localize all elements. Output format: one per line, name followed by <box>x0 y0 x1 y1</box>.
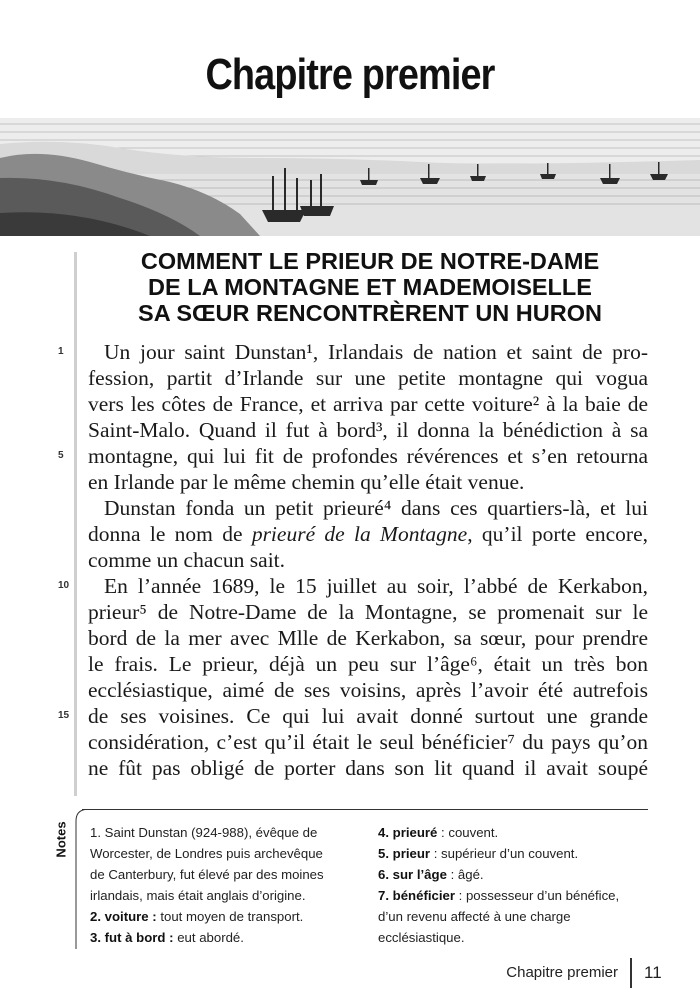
note-7-line: ecclésiastique. <box>378 930 465 945</box>
note-term: 5. prieur <box>378 846 431 861</box>
note-definition: : âgé. <box>446 867 484 882</box>
note-3 <box>90 927 360 948</box>
text-line: Saint-Malo. Quand il fut à bord³, il donna la bénédiction à sa <box>88 418 648 442</box>
note-definition: : possesseur d’un bénéfice, <box>454 888 620 903</box>
text-line: en Irlande par le même chemin qu’elle était venue. <box>88 470 525 494</box>
text-line: En l’année 1689, le 15 juillet au soir, l’abbé de Kerkabon, <box>104 574 648 598</box>
text-line: fession, partit d’Irlande sur une petite montagne qui vogua <box>88 366 648 390</box>
harbor-engraving <box>0 118 700 236</box>
text-line: Un jour saint Dunstan¹, Irlandais de nation et saint de pro- <box>104 340 648 364</box>
note-1-line: irlandais, mais était anglais d’origine. <box>90 888 306 903</box>
note-2 <box>90 906 360 927</box>
line-number: 1 <box>58 346 64 357</box>
note-definition: eut abordé. <box>173 930 244 945</box>
margin-rule <box>74 252 77 796</box>
text-line: de ses voisines. Ce qui lui avait donné surtout une grande <box>88 704 648 728</box>
text-line: comme un chacun sait. <box>88 548 286 572</box>
line-number: 10 <box>58 580 70 591</box>
note-term: 4. prieuré <box>378 825 438 840</box>
notes-column-right <box>378 822 653 948</box>
text-line: Dunstan fonda un petit prieuré⁴ dans ces quartiers-là, et lui <box>104 496 648 520</box>
note-5 <box>378 843 653 864</box>
note-6 <box>378 864 653 885</box>
text-line: considération, c’est qu’il était le seul bénéficier⁷ du pays qu’on <box>88 730 648 754</box>
note-term: 7. bénéficier <box>378 888 455 903</box>
text-line: prieur⁵ de Notre-Dame de la Montagne, se promenait sur le <box>88 600 648 624</box>
text-line: ne fût pas obligé de porter dans son lit quand il avait soupé <box>88 756 648 780</box>
notes-label: Notes <box>53 821 69 858</box>
text-line: montagne, qui lui fit de profondes révérences et s’en retourna <box>88 444 648 468</box>
page-footer <box>0 958 700 992</box>
running-title: Chapitre premier <box>506 964 618 981</box>
note-term: 6. sur l’âge <box>378 867 447 882</box>
note-term: 2. voiture : <box>90 909 157 924</box>
text-line: donna le nom de prieuré de la Montagne, qu’il porte encore, <box>88 522 648 546</box>
note-1-line: de Canterbury, fut élevé par des moines <box>90 867 324 882</box>
notes-column-left <box>90 822 360 948</box>
note-4 <box>378 822 653 843</box>
line-number: 5 <box>58 450 64 461</box>
text-line: le frais. Le prieur, déjà un peu sur l’âge⁶, était un très bon <box>88 652 648 676</box>
heading-line-3: SA SŒUR RENCONTRÈRENT UN HURON <box>138 300 602 326</box>
notes-divider <box>82 809 648 810</box>
chapter-title: Chapitre premier <box>205 50 495 99</box>
note-definition: tout moyen de transport. <box>156 909 304 924</box>
note-definition: : supérieur d’un couvent. <box>430 846 579 861</box>
note-1-line: Worcester, de Londres puis archevêque <box>90 846 323 861</box>
note-term: 3. fut à bord : <box>90 930 174 945</box>
note-7-line: d’un revenu affecté à une charge <box>378 909 571 924</box>
note-definition: : couvent. <box>437 825 499 840</box>
footer-separator <box>630 958 632 988</box>
heading-line-2: DE LA MONTAGNE ET MADEMOISELLE <box>148 274 592 300</box>
line-number: 15 <box>58 710 70 721</box>
text-line: bord de la mer avec Mlle de Kerkabon, sa sœur, pour prendre <box>88 626 648 650</box>
section-heading <box>90 248 650 326</box>
text-line: vers les côtes de France, et arriva par cette voiture² à la baie de <box>88 392 648 416</box>
page-number: 11 <box>644 963 662 982</box>
note-7 <box>378 885 653 906</box>
heading-line-1: COMMENT LE PRIEUR DE NOTRE-DAME <box>140 248 600 274</box>
italic-title: prieuré de la Montagne <box>251 522 468 546</box>
note-1: 1. Saint Dunstan (924-988), évêque de <box>90 825 318 840</box>
text-line: ecclésiastique, aimé de ses voisins, après l’avoir été autrefois <box>88 678 648 702</box>
